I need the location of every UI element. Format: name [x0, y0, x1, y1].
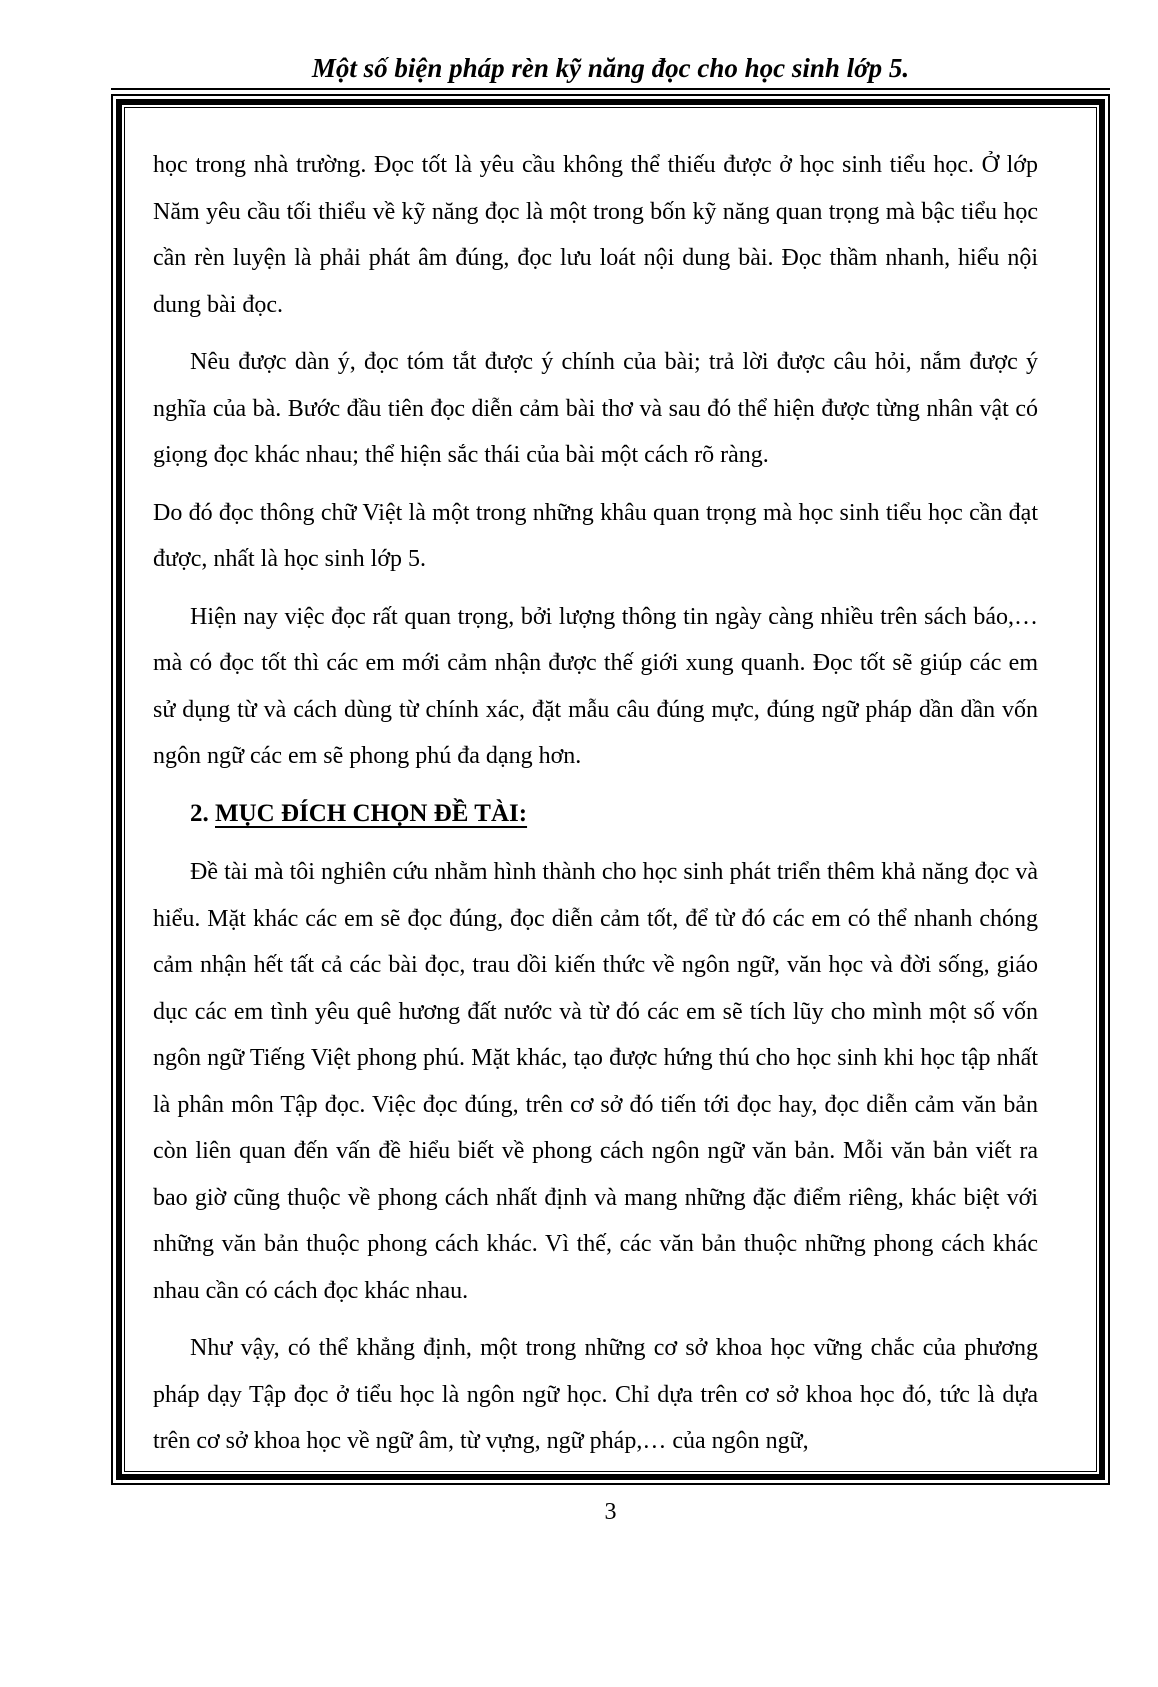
document-frame: [111, 94, 1110, 1485]
page-header-title: Một số biện pháp rèn kỹ năng đọc cho học sinh lớp 5.: [111, 50, 1110, 90]
paragraph: Đề tài mà tôi nghiên cứu nhằm hình thành cho học sinh phát triển thêm khả năng đọc và hiểu. Mặt khác các em sẽ đọc đúng, đọc diễn cảm tốt, để từ đó các em có thể nhanh chóng cảm nhận hết tất cả các bài đọc, trau dồi kiến thức về ngôn ngữ, văn học và đời sống, giáo dục các em tình yêu quê hương đất nước và từ đó các em sẽ tích lũy cho mình một số vốn ngôn ngữ Tiếng Việt phong phú. Mặt khác, tạo được hứng thú cho học sinh khi học tập nhất là phân môn Tập đọc. Việc đọc đúng, trên cơ sở đó tiến tới đọc hay, đọc diễn cảm văn bản còn liên quan đến vấn đề hiểu biết về phong cách ngôn ngữ văn bản. Mỗi văn bản viết ra bao giờ cũng thuộc về phong cách nhất định và mang những đặc điểm riêng, khác biệt với những văn bản thuộc phong cách khác. Vì thế, các văn bản thuộc những phong cách khác nhau cần có cách đọc khác nhau.: [153, 859, 1038, 1304]
page-number: 3: [604, 1498, 617, 1525]
document-page: [0, 50, 1158, 1687]
document-frame-inner-line: [124, 107, 1097, 1472]
paragraph: Do đó đọc thông chữ Việt là một trong những khâu quan trọng mà học sinh tiểu học cần đạt được, nhất là học sinh lớp 5.: [153, 499, 1038, 573]
paragraph: Nêu được dàn ý, đọc tóm tắt được ý chính của bài; trả lời được câu hỏi, nắm được ý nghĩa của bà. Bước đầu tiên đọc diễn cảm bài thơ và sau đó thể hiện được từng nhân vật có giọng đọc khác nhau; thể hiện sắc thái của bài một cách rõ ràng.: [153, 349, 1038, 469]
paragraph: Như vậy, có thể khẳng định, một trong những cơ sở khoa học vững chắc của phương pháp dạy Tập đọc ở tiểu học là ngôn ngữ học. Chỉ dựa trên cơ sở khoa học đó, tức là dựa trên cơ sở khoa học về ngữ âm, từ vựng, ngữ pháp,… của ngôn ngữ,: [153, 1335, 1038, 1455]
section-heading-text: MỤC ĐÍCH CHỌN ĐỀ TÀI:: [215, 799, 528, 827]
section-heading: [153, 791, 1038, 838]
document-frame-thick-band: [116, 99, 1105, 1480]
paragraph-continuation: học trong nhà trường. Đọc tốt là yêu cầu không thể thiếu được ở học sinh tiểu học. Ở lớp Năm yêu cầu tối thiểu về kỹ năng đọc là một trong bốn kỹ năng quan trọng mà bậc tiểu học cần rèn luyện là phải phát âm đúng, đọc lưu loát nội dung bài. Đọc thầm nhanh, hiểu nội dung bài đọc.: [153, 152, 1038, 318]
section-heading-number: 2.: [190, 799, 209, 827]
document-body: [125, 108, 1096, 1471]
paragraph: Hiện nay việc đọc rất quan trọng, bởi lượng thông tin ngày càng nhiều trên sách báo,… mà có đọc tốt thì các em mới cảm nhận được thế giới xung quanh. Đọc tốt sẽ giúp các em sử dụng từ và cách dùng từ chính xác, đặt mẫu câu đúng mực, đúng ngữ pháp dần dần vốn ngôn ngữ các em sẽ phong phú đa dạng hơn.: [153, 603, 1038, 770]
